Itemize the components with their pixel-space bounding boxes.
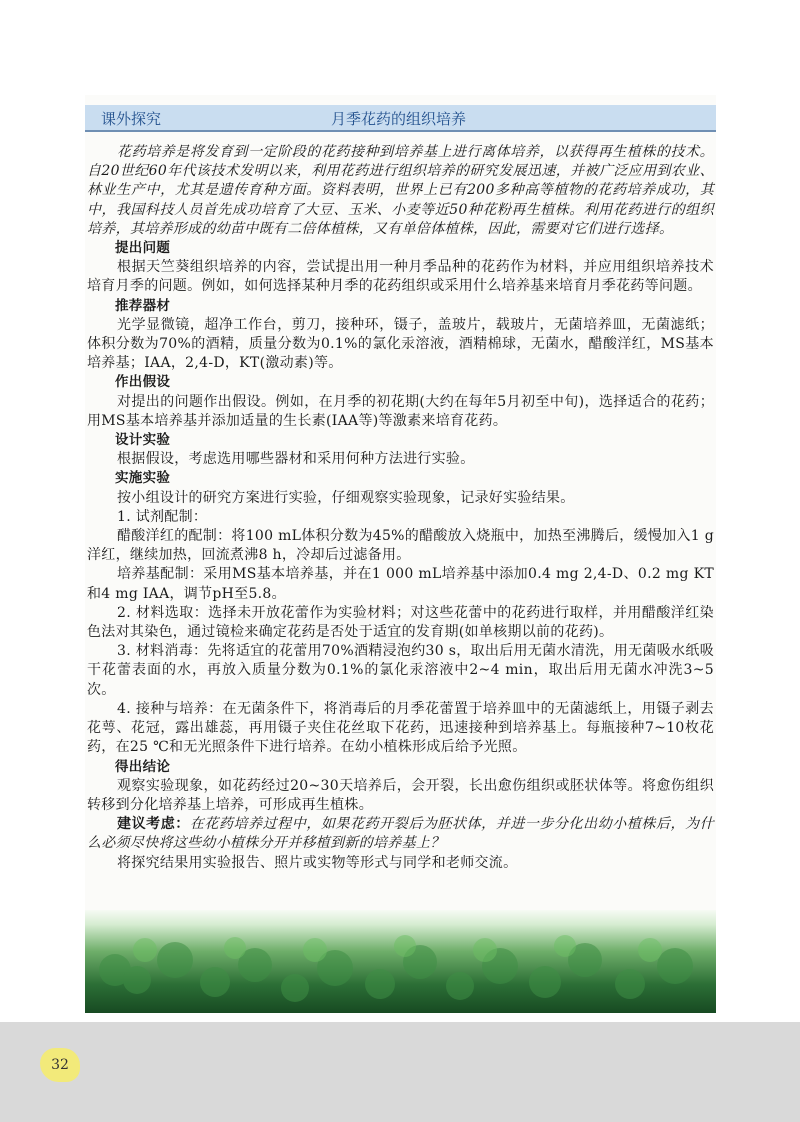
advice-text: 在花药培养过程中，如果花药开裂后为胚状体，并进一步分化出幼小植株后，为什么必须尽快将这些幼小植株分开并移植到新的培养基上？ [87, 816, 714, 852]
advice-label: 建议考虑： [117, 816, 190, 833]
paragraph-ask-question: 根据天竺葵组织培养的内容，尝试提出用一种月季品种的花药作为材料，并应用组织培养技术培育月季的问题。例如，如何选择某种月季的花药组织或采用什么培养基来培育月季花药等问题。 [87, 259, 714, 295]
paragraph-hypothesis: 对提出的问题作出假设。例如，在月季的初花期(大约在每年5月初至中旬)，选择适合的花药；用MS基本培养基并添加适量的生长素(IAA等)等激素来培育花药。 [87, 393, 714, 429]
heading-conduct: 实施实验 [115, 470, 171, 487]
paragraph-equipment: 光学显微镜，超净工作台，剪刀，接种环，镊子，盖玻片，载玻片，无菌培养皿，无菌滤纸；体积分数为70%的酒精，质量分数为0.1%的氯化汞溶液，酒精棉球，无菌水，醋酸洋红，MS基本培养基；IAA，2,4-D，KT(激动素)等。 [87, 316, 714, 372]
section-header [85, 105, 716, 132]
heading-design: 设计实验 [115, 432, 171, 449]
heading-hypothesis: 作出假设 [115, 374, 171, 391]
heading-conclusion: 得出结论 [115, 758, 171, 775]
clover-photo [85, 910, 716, 1013]
step-1-stain: 醋酸洋红的配制：将100 mL体积分数为45%的醋酸放入烧瓶中，加热至沸腾后，缓慢加入1 g洋红，继续加热，回流煮沸8 h，冷却后过滤备用。 [87, 528, 714, 564]
page-panel [85, 95, 716, 1013]
step-3: 3. 材料消毒：先将适宜的花蕾用70%酒精浸泡约30 s，取出后用无菌水清洗，用无菌吸水纸吸干花蕾表面的水，再放入质量分数为0.1%的氯化汞溶液中2~4 min，取出后用无菌水冲洗3~5次。 [87, 643, 714, 698]
step-1-title: 1. 试剂配制： [117, 508, 208, 525]
page-number: 32 [40, 1048, 80, 1082]
step-1-medium: 培养基配制：采用MS基本培养基，并在1 000 mL培养基中添加0.4 mg 2,4-D、0.2 mg KT和4 mg IAA，调节pH至5.8。 [87, 566, 714, 602]
paragraph-design: 根据假设，考虑选用哪些器材和采用何种方法进行实验。 [117, 451, 475, 468]
header-title: 月季花药的组织培养 [331, 110, 467, 128]
heading-equipment: 推荐器材 [115, 297, 171, 314]
clover-leaves-image [85, 910, 716, 1013]
intro-paragraph: 花药培养是将发育到一定阶段的花药接种到培养基上进行离体培养，以获得再生植株的技术。自20世纪60年代该技术发明以来，利用花药进行组织培养的研究发展迅速，并被广泛应用到农业、林业生产中，尤其是遗传育种方面。资料表明，世界上已有200多种高等植物的花药培养成功，其中，我国科技人员首先成功培育了大豆、玉米、小麦等近50种花粉再生植株。利用花药进行的组织培养，其培养形成的幼苗中既有二倍体植株，又有单倍体植株，因此，需要对它们进行选择。 [87, 144, 714, 237]
advice-paragraph [85, 815, 716, 853]
step-4: 4. 接种与培养：在无菌条件下，将消毒后的月季花蕾置于培养皿中的无菌滤纸上，用镊子剥去花萼、花冠，露出雄蕊，再用镊子夹住花丝取下花药，迅速接种到培养基上。每瓶接种7~10枚花药，在25 ℃和无光照条件下进行培养。在幼小植株形成后给予光照。 [87, 700, 714, 756]
article-body [85, 143, 716, 873]
header-category: 课外探究 [101, 110, 162, 128]
bottom-band [0, 1022, 800, 1122]
heading-ask-question: 提出问题 [115, 240, 171, 257]
closing-paragraph: 将探究结果用实验报告、照片或实物等形式与同学和老师交流。 [117, 854, 518, 871]
step-2: 2. 材料选取：选择未开放花蕾作为实验材料；对这些花蕾中的花药进行取样，并用醋酸洋红染色法对其染色，通过镜检来确定花药是否处于适宜的发育期(如单核期以前的花药)。 [87, 604, 714, 641]
paragraph-conduct: 按小组设计的研究方案进行实验，仔细观察实验现象，记录好实验结果。 [117, 489, 575, 506]
paragraph-conclusion: 观察实验现象，如花药经过20~30天培养后，会开裂，长出愈伤组织或胚状体等。将愈伤组织转移到分化培养基上培养，可形成再生植株。 [87, 777, 714, 813]
